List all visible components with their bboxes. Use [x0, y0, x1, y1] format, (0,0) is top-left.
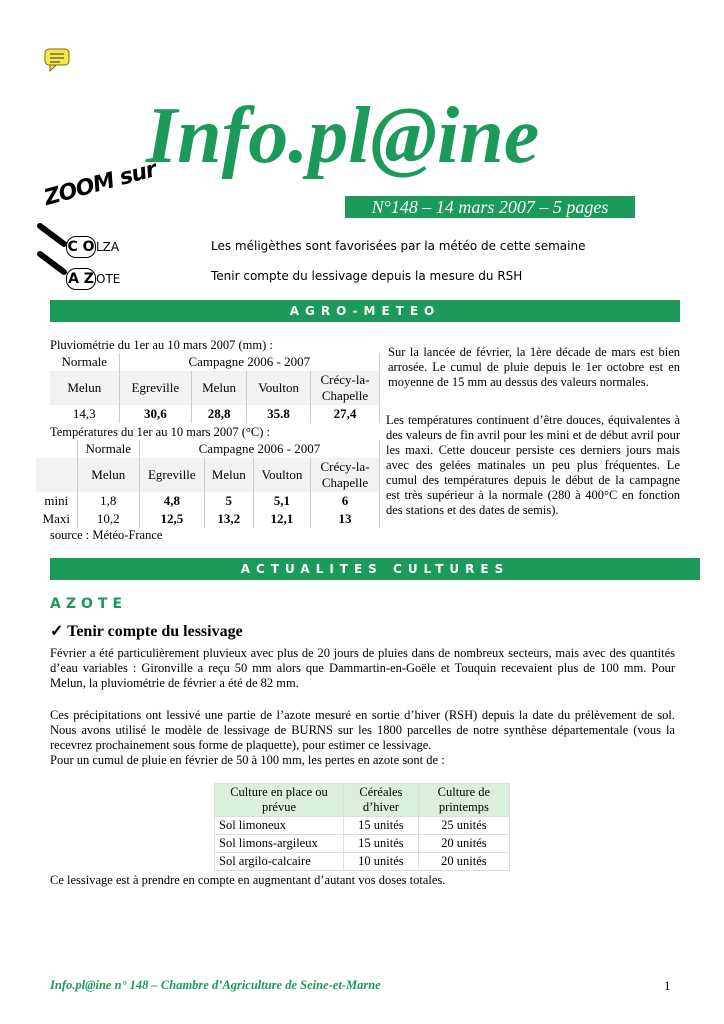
meteo-paragraph-2: Les températures continuent d’être douces, équivalentes à des valeurs de fin avril pour les mini et de début avril pour les maxi. Cette douceur persiste ces derniers jours mais avec des gelées matinales un peu plus fréquentes. Le cumul des températures depuis le début de la campagne est très supérieur à la normale (280 à 400°C en fonction des stations et des dates de semis).: [386, 413, 680, 517]
azote-subheading: [50, 621, 243, 641]
temp-col: Egreville: [139, 458, 204, 492]
zoom-label: ZOOM sur: [41, 157, 159, 211]
temp-col: Melun: [77, 458, 139, 492]
topic-azote: [66, 268, 120, 290]
topic-colza-text: Les méligèthes sont favorisées par la météo de cette semaine: [211, 239, 586, 253]
azote-table-cell: 15 unités: [344, 835, 419, 853]
pluvio-value: 28,8: [192, 405, 247, 423]
azote-table-cell: 20 unités: [418, 853, 509, 871]
temp-col: Voulton: [253, 458, 310, 492]
temp-value: 5: [204, 492, 253, 510]
section-actualites: ACTUALITES CULTURES: [50, 558, 700, 580]
temp-row-label: Maxi: [36, 510, 77, 528]
azote-table-cell: 20 unités: [418, 835, 509, 853]
temp-caption: Températures du 1er au 10 mars 2007 (°C) :: [50, 425, 271, 439]
topic-colza: [66, 236, 119, 258]
footer-text: Info.pl@ine n° 148 – Chambre d’Agriculture de Seine-et-Marne: [50, 978, 381, 992]
temp-source: source : Météo-France: [50, 528, 163, 542]
azote-paragraph-4: Ce lessivage est à prendre en compte en augmentant d’autant vos doses totales.: [50, 873, 446, 887]
azote-subheading-text: Tenir compte du lessivage: [67, 623, 243, 640]
pluvio-block: [50, 338, 380, 423]
temp-value: 12,5: [139, 510, 204, 528]
issue-banner: N°148 – 14 mars 2007 – 5 pages: [345, 196, 635, 218]
azote-paragraph-2: Ces précipitations ont lessivé une partie de l’azote mesuré en sortie d’hiver (RSH) depuis la date du prélèvement de sol. Nous avons utilisé le modèle de lessivage de BURNS sur les 1800 parcelles de notre synthèse départementale (vous la recevrez prochainement sous forme de plaquette), pour estimer ce lessivage.: [50, 708, 675, 752]
temp-value: 10,2: [77, 510, 139, 528]
meteo-paragraph-1: Sur la lancée de février, la 1ère décade de mars est bien arrosée. Le cumul de pluie depuis le 1er octobre est en moyenne de 15 mm au dessus des valeurs normales.: [388, 345, 680, 389]
azote-table-cell: 25 unités: [418, 817, 509, 835]
temp-value: 12,1: [253, 510, 310, 528]
azote-paragraph-3: Pour un cumul de pluie en février de 50 à 100 mm, les pertes en azote sont de :: [50, 753, 445, 767]
pluvio-value: 14,3: [50, 405, 119, 423]
temp-value: 13: [311, 510, 380, 528]
temp-value: 4,8: [139, 492, 204, 510]
pluvio-col: Crécy-la-Chapelle: [311, 371, 380, 405]
azote-table-cell: Sol limoneux: [215, 817, 344, 835]
azote-table-cell: Sol limons-argileux: [215, 835, 344, 853]
pluvio-head-normale: Normale: [50, 353, 119, 371]
pluvio-col: Voulton: [247, 371, 311, 405]
azote-heading: AZOTE: [50, 596, 128, 612]
pluvio-col: Melun: [192, 371, 247, 405]
topic-word: OTE: [96, 272, 121, 286]
temp-col: Melun: [204, 458, 253, 492]
azote-table-head: Culture en place ou prévue: [215, 784, 344, 817]
page-number: 1: [664, 978, 671, 993]
logo-title: Info.pl@ine: [146, 92, 540, 180]
azote-table: [214, 783, 510, 871]
pluvio-head-campagne: Campagne 2006 - 2007: [119, 353, 379, 371]
temp-block: [36, 425, 380, 543]
azote-table-head: Culture de printemps: [418, 784, 509, 817]
azote-table-head: Céréales d’hiver: [344, 784, 419, 817]
temp-head-normale: Normale: [77, 440, 139, 458]
azote-table-cell: 15 unités: [344, 817, 419, 835]
temp-table: [36, 440, 380, 528]
temp-value: 13,2: [204, 510, 253, 528]
pluvio-value: 30,6: [119, 405, 192, 423]
azote-table-cell: Sol argilo-calcaire: [215, 853, 344, 871]
topic-azote-text: Tenir compte du lessivage depuis la mesure du RSH: [211, 269, 523, 283]
azote-paragraph-1: Février a été particulièrement pluvieux avec plus de 20 jours de pluies dans de nombreux secteurs, mais avec des quantités d’eau variables : Gironville a reçu 50 mm alors que Dammartin-en-Goële et Touquin recevaient plus de 100 mm. Pour Melun, la pluviométrie de février a été de 82 mm.: [50, 646, 675, 690]
pluvio-caption: Pluviométrie du 1er au 10 mars 2007 (mm) :: [50, 338, 273, 352]
pluvio-col: Melun: [50, 371, 119, 405]
temp-head-campagne: Campagne 2006 - 2007: [139, 440, 379, 458]
pluvio-col: Egreville: [119, 371, 192, 405]
topic-letter: A Z: [66, 268, 96, 290]
temp-value: 5,1: [253, 492, 310, 510]
pluvio-value: 35.8: [247, 405, 311, 423]
temp-value: 1,8: [77, 492, 139, 510]
topic-word: LZA: [96, 240, 120, 254]
topic-letter: C O: [66, 236, 96, 258]
temp-col: Crécy-la-Chapelle: [311, 458, 380, 492]
temp-row-label: mini: [36, 492, 77, 510]
pluvio-value: 27,4: [311, 405, 380, 423]
pluvio-table: [50, 353, 380, 423]
speech-bubble-icon: [44, 48, 70, 70]
temp-value: 6: [311, 492, 380, 510]
section-agro-meteo: AGRO-METEO: [50, 300, 680, 322]
azote-table-cell: 10 unités: [344, 853, 419, 871]
check-icon: ✓: [50, 623, 68, 640]
